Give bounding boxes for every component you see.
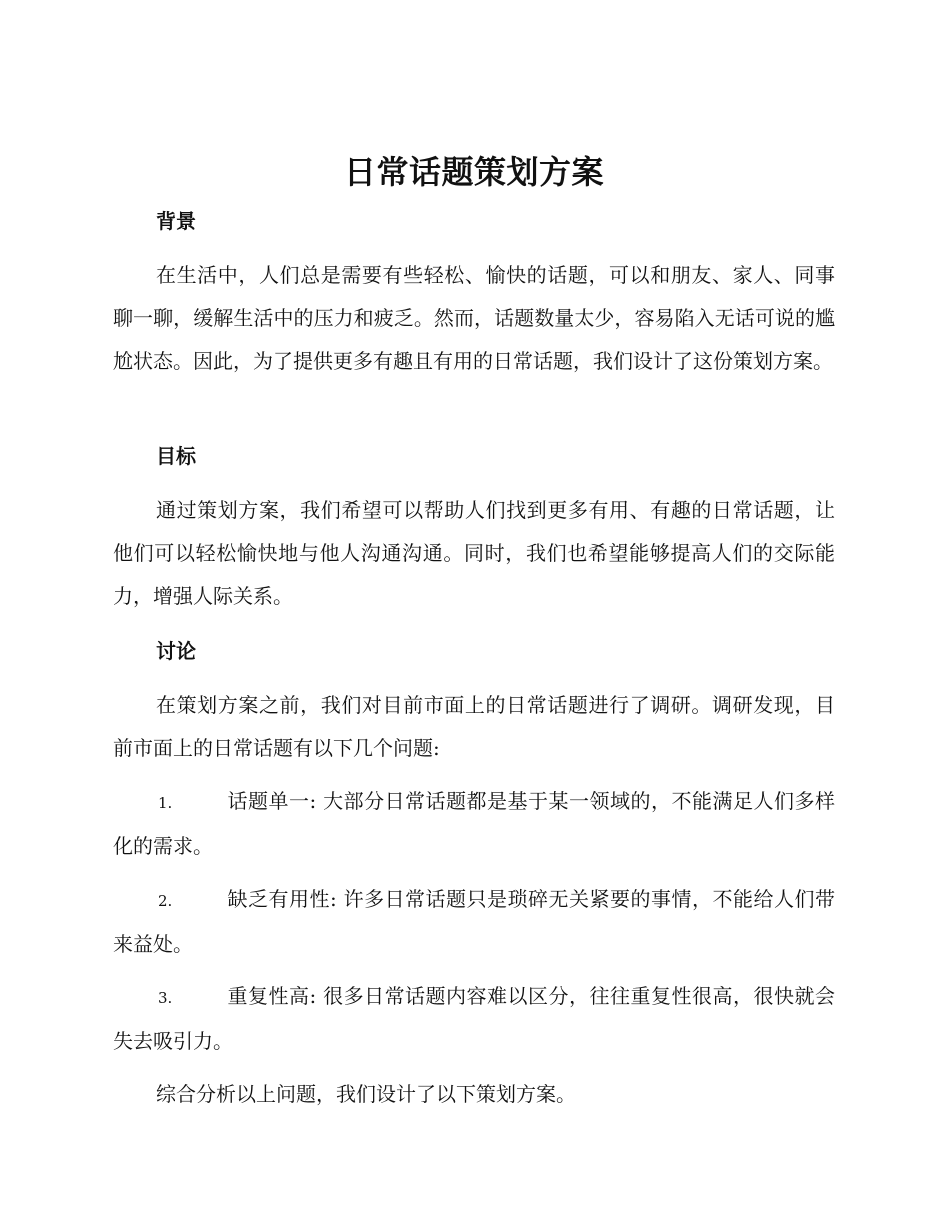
- section-heading-discussion: 讨论: [156, 639, 196, 663]
- paragraph-goal: 通过策划方案，我们希望可以帮助人们找到更多有用、有趣的日常话题，让他们可以轻松愉快地与他人沟通沟通。同时，我们也希望能够提高人们的交际能力，增强人际关系。: [113, 498, 835, 608]
- paragraph-background: 在生活中，人们总是需要有些轻松、愉快的话题，可以和朋友、家人、同事聊一聊，缓解生活中的压力和疲乏。然而，话题数量太少，容易陷入无话可说的尴尬状态。因此，为了提供更多有趣且有用的日常话题，我们设计了这份策划方案。: [113, 263, 835, 373]
- list-item-number: 1.: [158, 794, 173, 812]
- list-item: [113, 878, 835, 966]
- section-heading-background: 背景: [156, 209, 196, 233]
- list-item-number: 2.: [158, 892, 173, 910]
- list-item-text: 缺乏有用性: 许多日常话题只是琐碎无关紧要的事情，不能给人们带来益处。: [113, 887, 835, 956]
- list-item-text: 重复性高: 很多日常话题内容难以区分，往往重复性很高，很快就会失去吸引力。: [113, 984, 835, 1053]
- list-item-text: 话题单一: 大部分日常话题都是基于某一领域的，不能满足人们多样化的需求。: [113, 789, 835, 858]
- list-item: [113, 975, 835, 1063]
- paragraph-discussion: 在策划方案之前，我们对目前市面上的日常话题进行了调研。调研发现，目前市面上的日常话题有以下几个问题:: [113, 693, 835, 760]
- list-item-number: 3.: [158, 989, 173, 1007]
- section-heading-goal: 目标: [156, 444, 196, 468]
- list-item: [113, 780, 835, 868]
- document-title: 日常话题策划方案: [343, 153, 604, 191]
- paragraph-conclusion: 综合分析以上问题，我们设计了以下策划方案。: [156, 1082, 576, 1106]
